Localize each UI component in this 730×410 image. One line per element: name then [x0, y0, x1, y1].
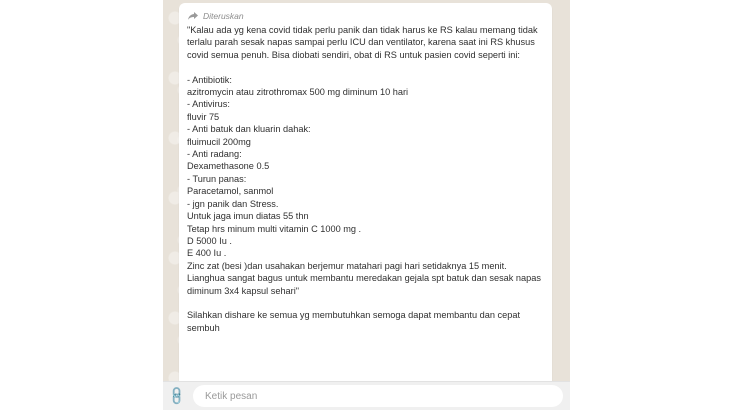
compose-bar [163, 381, 570, 410]
message-input[interactable] [193, 385, 563, 407]
paperclip-icon[interactable]: 🔗 [165, 384, 188, 407]
forward-arrow-icon [187, 11, 199, 21]
chat-pane [163, 0, 570, 381]
forwarded-indicator [187, 9, 244, 23]
forwarded-message-bubble[interactable] [179, 3, 552, 381]
forwarded-label: Diteruskan [203, 11, 244, 21]
message-text: "Kalau ada yg kena covid tidak perlu panik dan tidak harus ke RS kalau memang tidak terlalu parah sesak napas sampai perlu ICU dan ventilator, karena saat ini RS khusus covid semua penuh. Bisa diobati sendiri, obat di RS untuk pasien covid seperti ini: - Antibiotik: azitromycin atau zitrothromax 500 mg diminum 10 hari - Antivirus: fluvir 75 - Anti batuk dan kluarin dahak: fluimucil 200mg - Anti radang: Dexamethasone 0.5 - Turun panas: Paracetamol, sanmol - jgn panik dan Stress. Untuk jaga imun diatas 55 thn Tetap hrs minum multi vitamin C 1000 mg . D 5000 Iu . E 400 Iu . Zinc zat (besi )dan usahakan berjemur matahari pagi hari setidaknya 15 menit. Lianghua sangat bagus untuk membantu meredakan gejala spt batuk dan sesak napas diminum 3x4 kapsul sehari" Silahkan dishare ke semua yg membutuhkan semoga dapat membantu dan cepat sembuh [187, 25, 541, 333]
